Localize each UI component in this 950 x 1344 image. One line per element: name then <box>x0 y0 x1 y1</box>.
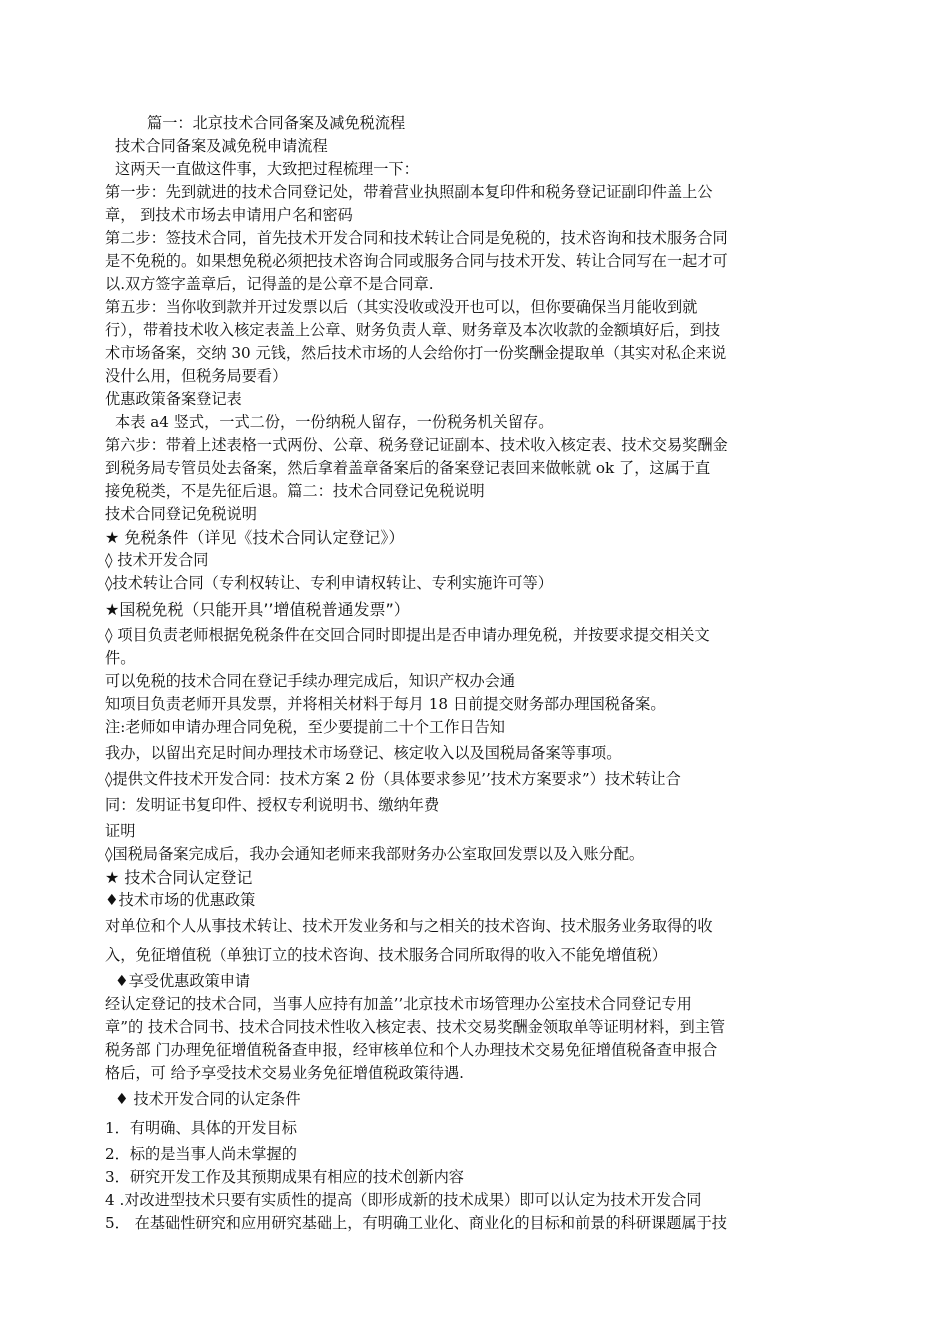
star-heading: ★ 技术合同认定登记 <box>105 868 253 887</box>
step-5-line: 行），带着技术收入核定表盖上公章、财务负责人章、财务章及本次收款的金额填好后，到技 <box>105 321 721 339</box>
numbered-item: 5． 在基础性研究和应用研究基础上，有明确工业化、商业化的目标和前景的科研课题属于技 <box>105 1214 727 1232</box>
diamond-subheading: ♦享受优惠政策申请 <box>115 972 251 990</box>
numbered-item: 2．标的是当事人尚未掌握的 <box>105 1145 297 1163</box>
paragraph-line: 件。 <box>105 649 136 667</box>
diamond-item: ◊技术转让合同（专利权转让、专利申请权转让、专利实施许可等） <box>105 574 553 592</box>
document-body <box>105 112 850 1235</box>
step-5-line: 术市场备案，交纳 30 元钱，然后技术市场的人会给你打一份奖酬金提取单（其实对私企来说 <box>105 344 727 362</box>
section-heading: 技术合同备案及减免税申请流程 <box>115 137 328 155</box>
paragraph-line: 同：发明证书复印件、授权专利说明书、缴纳年费 <box>105 796 440 814</box>
paragraph-line: 税务部 门办理免征增值税备查申报，经审核单位和个人办理技术交易免征增值税备查申报合 <box>105 1041 718 1059</box>
form-note: 本表 a4 竖式，一式二份，一份纳税人留存，一份税务机关留存。 <box>115 413 554 431</box>
paragraph-line: 章”的 技术合同书、技术合同技术性收入核定表、技术交易奖酬金领取单等证明材料，到主管 <box>105 1018 726 1036</box>
paragraph-line: 可以免税的技术合同在登记手续办理完成后，知识产权办会通 <box>105 672 516 690</box>
step-1-line: 第一步：先到就进的技术合同登记处，带着营业执照副本复印件和税务登记证副印件盖上公 <box>105 183 713 201</box>
paragraph-line: 知项目负责老师开具发票，并将相关材料于每月 18 日前提交财务部办理国税备案。 <box>105 695 666 713</box>
paragraph-line: 经认定登记的技术合同，当事人应持有加盖’’北京技术市场管理办公室技术合同登记专用 <box>105 995 692 1013</box>
numbered-item: 3．研究开发工作及其预期成果有相应的技术创新内容 <box>105 1168 464 1186</box>
paragraph-line: 这两天一直做这件事，大致把过程梳理一下： <box>115 160 419 178</box>
paragraph-line: 对单位和个人从事技术转让、技术开发业务和与之相关的技术咨询、技术服务业务取得的收 <box>105 917 713 935</box>
diamond-subheading: ♦技术市场的优惠政策 <box>105 891 256 909</box>
paragraph-line: 我办，以留出充足时间办理技术市场登记、核定收入以及国税局备案等事项。 <box>105 744 622 762</box>
step-2-line: 是不免税的。如果想免税必须把技术咨询合同或服务合同与技术开发、转让合同写在一起才可 <box>105 252 728 270</box>
diamond-item: ◊ 技术开发合同 <box>105 551 209 569</box>
diamond-item: ◊国税局备案完成后，我办会通知老师来我部财务办公室取回发票以及入账分配。 <box>105 845 645 863</box>
diamond-subheading: ♦ 技术开发合同的认定条件 <box>115 1090 301 1108</box>
step-6-line: 到税务局专管员处去备案，然后拿着盖章备案后的备案登记表回来做帐就 ok 了，这属于直 <box>105 459 711 477</box>
step-2-line: 以.双方签字盖章后，记得盖的是公章不是合同章. <box>105 275 434 293</box>
note-line: 注:老师如申请办理合同免税，至少要提前二十个工作日告知 <box>105 718 505 736</box>
paragraph-line: 入，免征增值税（单独订立的技术咨询、技术服务合同所取得的收入不能免增值税） <box>105 946 667 964</box>
diamond-item: ◊提供文件技术开发合同：技术方案 2 份（具体要求参见’’技术方案要求”）技术转让合 <box>105 770 681 788</box>
step-5-line: 第五步：当你收到款并开过发票以后（其实没收或没开也可以，但你要确保当月能收到就 <box>105 298 698 316</box>
section-heading: 技术合同登记免税说明 <box>105 505 257 523</box>
step-6-line: 接免税类，不是先征后退。篇二：技术合同登记免税说明 <box>105 482 485 500</box>
step-2-line: 第二步：签技术合同，首先技术开发合同和技术转让合同是免税的，技术咨询和技术服务合同 <box>105 229 728 247</box>
numbered-item: 1．有明确、具体的开发目标 <box>105 1119 297 1137</box>
step-5-line: 没什么用，但税务局要看） <box>105 367 288 385</box>
paragraph-line: 证明 <box>105 822 136 840</box>
diamond-item: ◊ 项目负责老师根据免税条件在交回合同时即提出是否申请办理免税，并按要求提交相关文 <box>105 626 710 644</box>
step-1-line: 章， 到技术市场去申请用户名和密码 <box>105 206 353 224</box>
form-title: 优惠政策备案登记表 <box>105 390 242 408</box>
doc-title: 篇一：北京技术合同备案及减免税流程 <box>147 114 406 132</box>
star-heading: ★国税免税（只能开具’’增值税普通发票”） <box>105 600 410 619</box>
step-6-line: 第六步：带着上述表格一式两份、公章、税务登记证副本、技术收入核定表、技术交易奖酬金 <box>105 436 728 454</box>
star-heading: ★ 免税条件（详见《技术合同认定登记》） <box>105 528 405 547</box>
paragraph-line: 格后，可 给予享受技术交易业务免征增值税政策待遇. <box>105 1064 464 1082</box>
numbered-item: 4 .对改进型技术只要有实质性的提高（即形成新的技术成果）即可以认定为技术开发合同 <box>105 1191 702 1209</box>
